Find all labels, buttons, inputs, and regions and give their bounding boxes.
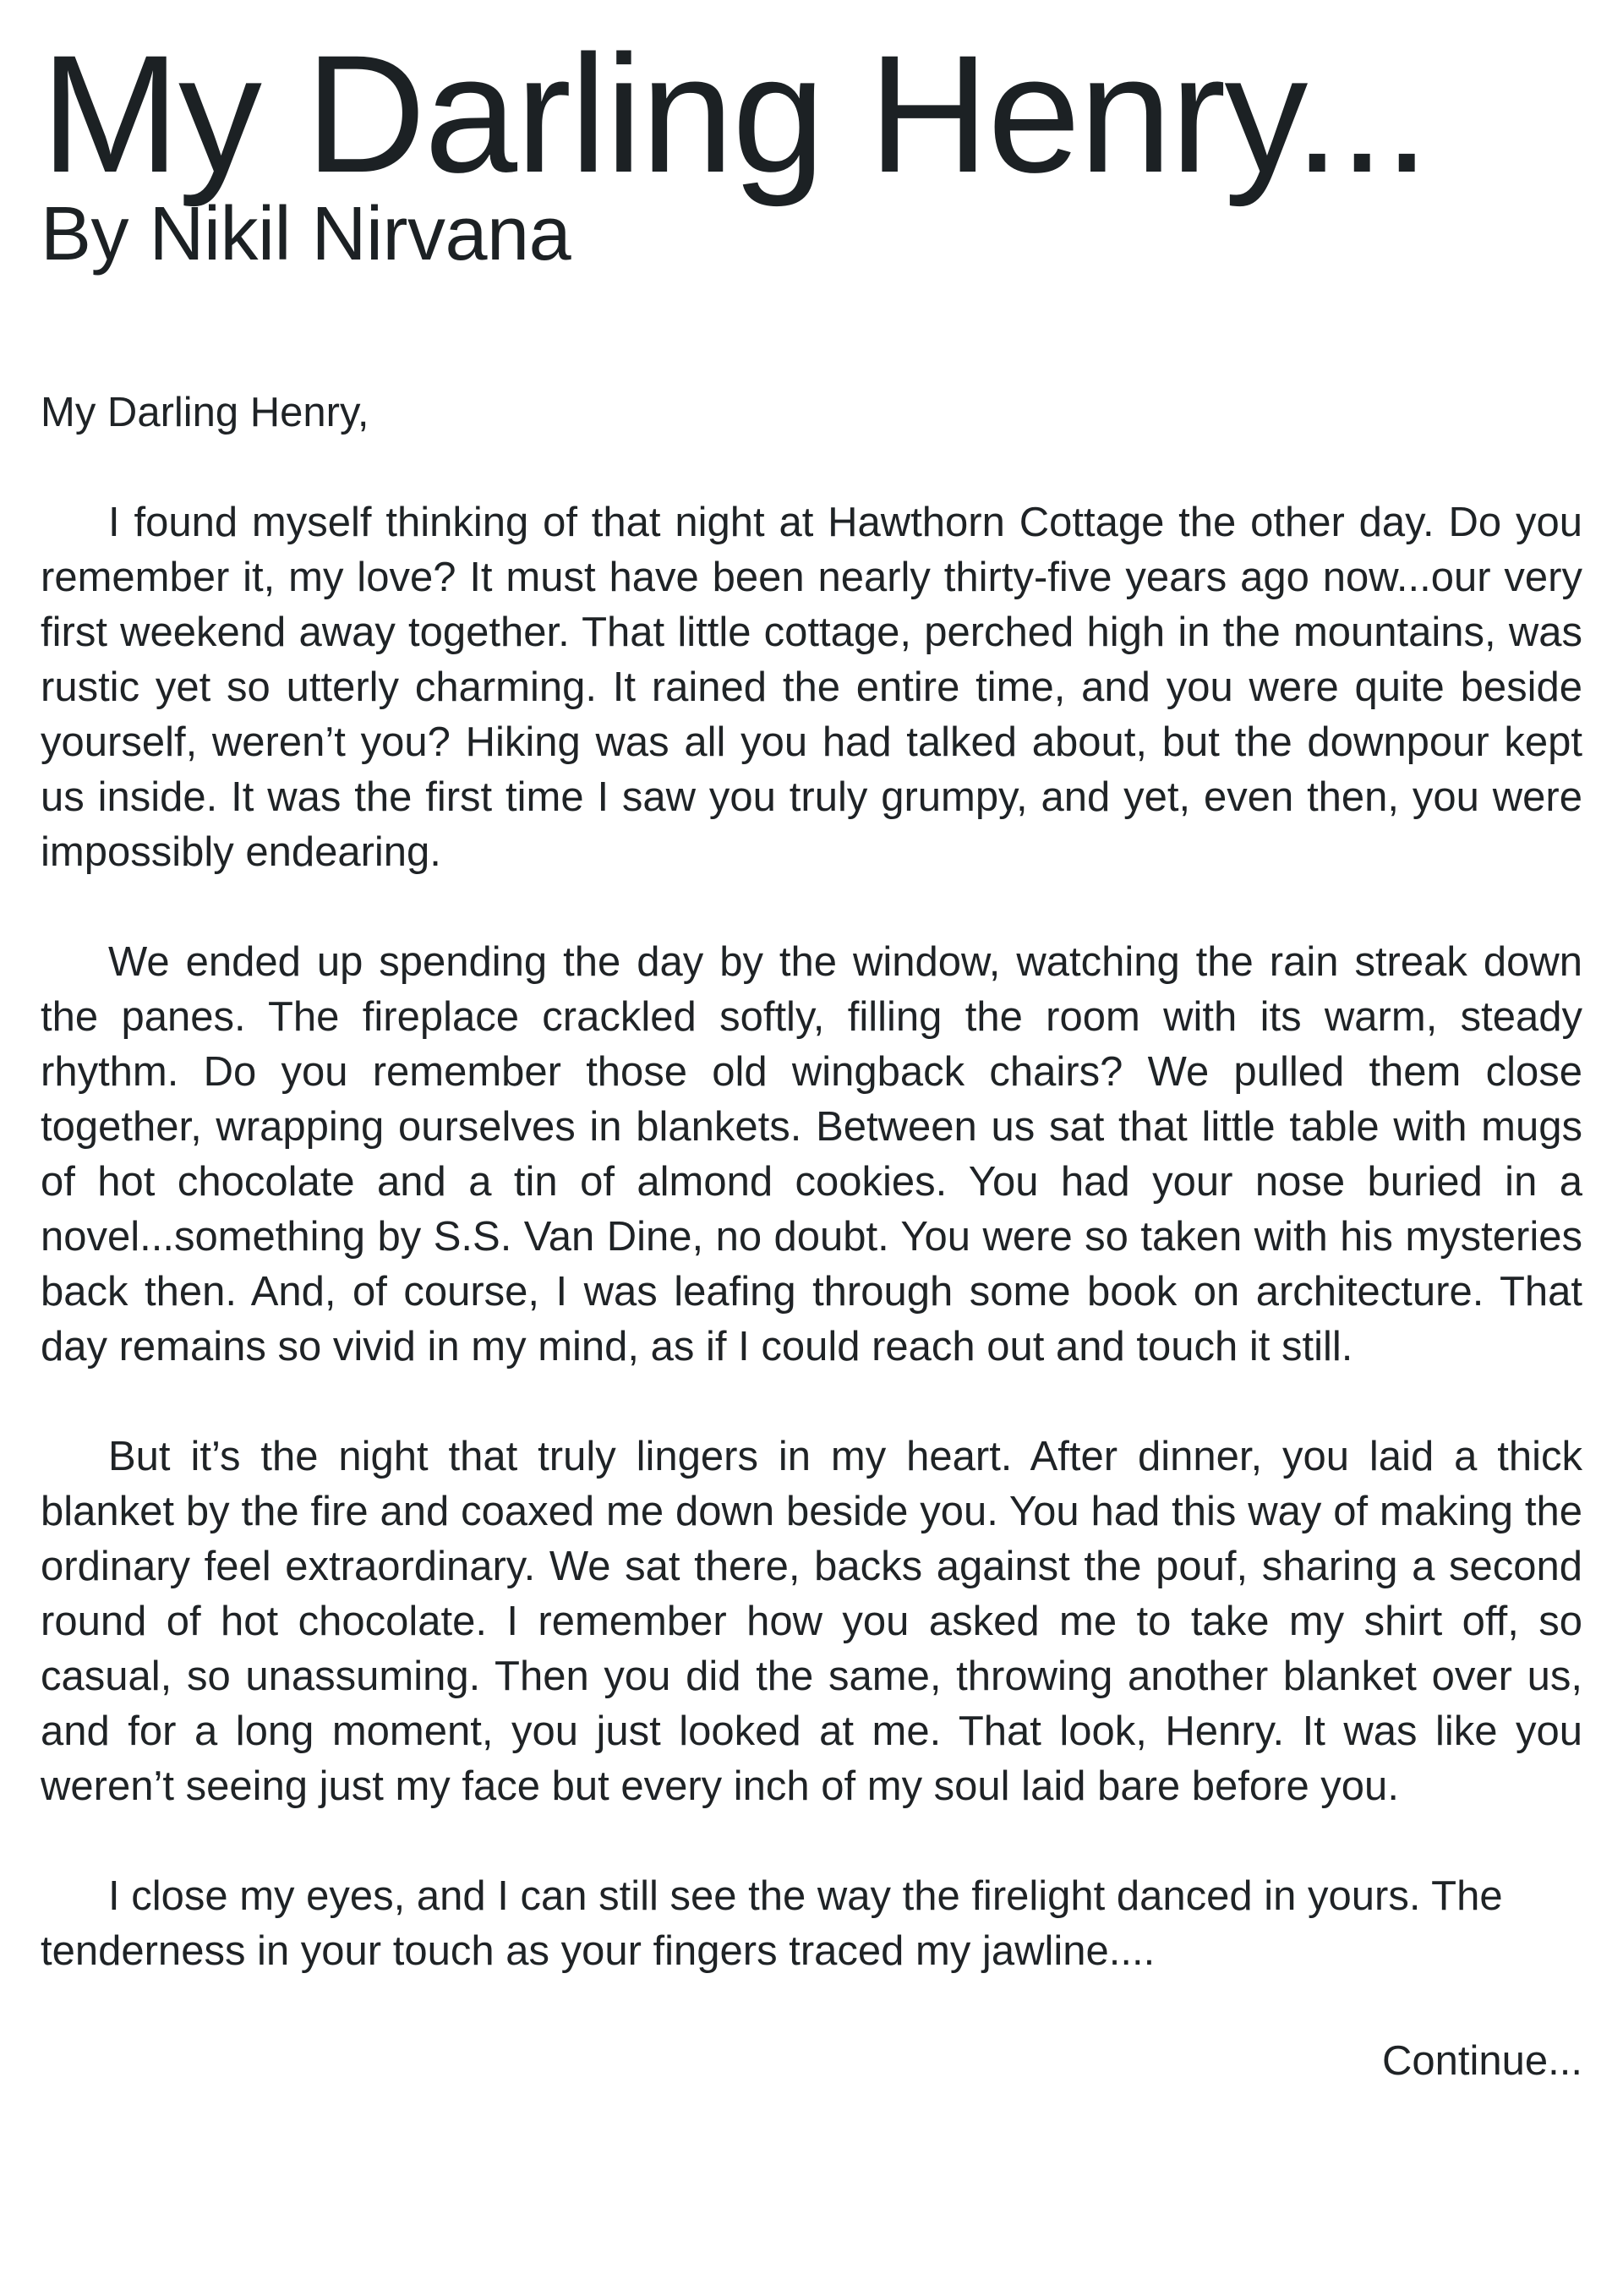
letter-body [41, 385, 1582, 1979]
author-byline: By Nikil Nirvana [41, 192, 571, 276]
letter-paragraph-3: But it’s the night that truly lingers in my heart. After dinner, you laid a thick blanket by the fire and coaxed me down beside you. You had this way of making the ordinary feel extraordinary. We sat there, backs against the pouf, sharing a second round of hot chocolate. I remember how you asked me to take my shirt off, so casual, so unassuming. Then you did the same, throwing another blanket over us, and for a long moment, you just looked at me. That look, Henry. It was like you weren’t seeing just my face but every inch of my soul laid bare before you. [41, 1434, 1582, 1809]
document-page [41, 20, 1582, 2089]
letter-paragraph-2: We ended up spending the day by the window, watching the rain streak down the panes. The fireplace crackled softly, filling the room with its warm, steady rhythm. Do you remember those old wingback chairs? We pulled them close together, wrapping ourselves in blankets. Between us sat that little table with mugs of hot chocolate and a tin of almond cookies. You had your nose buried in a novel...something by S.S. Van Dine, no doubt. You were so taken with his mysteries back then. And, of course, I was leafing through some book on architecture. That day remains so vivid in my mind, as if I could reach out and touch it still. [41, 939, 1582, 1369]
letter-salutation: My Darling Henry, [41, 390, 369, 435]
document-title: My Darling Henry... [41, 20, 1429, 207]
letter-paragraph-4: I close my eyes, and I can still see the way the firelight danced in yours. The tenderness in your touch as your fingers traced my jawline.... [41, 1873, 1503, 1974]
continue-link[interactable]: Continue... [1382, 2038, 1582, 2084]
letter-paragraph-1: I found myself thinking of that night at Hawthorn Cottage the other day. Do you remember it, my love? It must have been nearly thirty-five years ago now...our very first weekend away together. That little cottage, perched high in the mountains, was rustic yet so utterly charming. It rained the entire time, and you were quite beside yourself, weren’t you? Hiking was all you had talked about, but the downpour kept us inside. It was the first time I saw you truly grumpy, and yet, even then, you were impossibly endearing. [41, 500, 1582, 875]
